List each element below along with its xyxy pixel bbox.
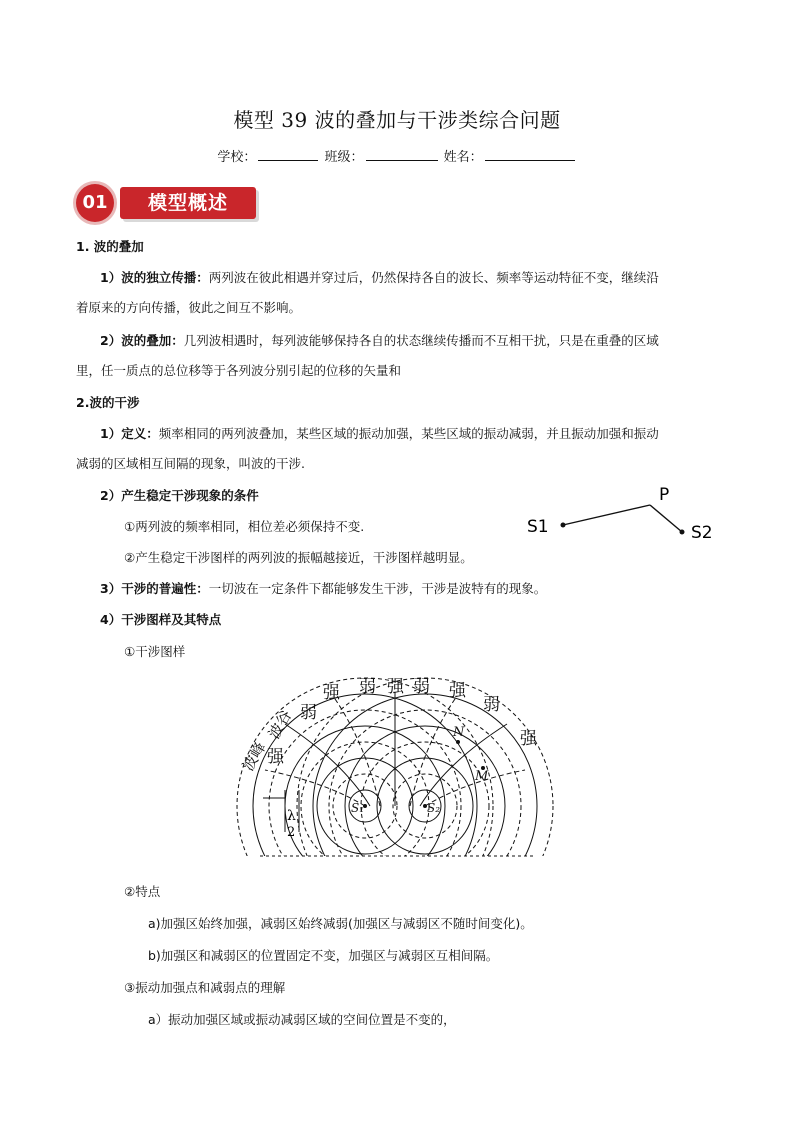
class-label: 班级： xyxy=(324,150,364,165)
paragraph-continuation: 里，任一质点的总位移等于各列波分别引起的位移的矢量和 xyxy=(76,363,402,378)
top-label: 弱 xyxy=(483,695,500,715)
paragraph-continuation: 着原来的方向传播，彼此之间互不影响。 xyxy=(76,300,302,315)
feature-a: a)加强区始终加强，减弱区始终减弱(加强区与减弱区不随时间变化)。 xyxy=(148,916,533,931)
top-label: 强 xyxy=(323,683,340,703)
path-difference-figure xyxy=(525,480,725,550)
section-label: 模型概述 xyxy=(120,187,256,219)
lambda-label: λ xyxy=(287,808,296,824)
heading-conditions: 2）产生稳定干涉现象的条件 xyxy=(100,488,259,503)
name-label: 姓名： xyxy=(443,150,483,165)
point-n-label: N xyxy=(453,725,465,740)
heading-superposition: 1. 波的叠加 xyxy=(76,239,144,254)
condition-2: ②产生稳定干涉图样的两列波的振幅越接近，干涉图样越明显。 xyxy=(124,550,473,565)
condition-1: ①两列波的频率相同，相位差必须保持不变. xyxy=(124,519,365,534)
paragraph-universality xyxy=(100,573,546,605)
paragraph-text: 一切波在一定条件下都能够发生干涉，干涉是波特有的现象。 xyxy=(208,581,547,596)
source-s2-label: S₂ xyxy=(427,801,441,815)
left-label: 波峰 xyxy=(238,739,270,774)
understanding-a: a）振动加强区域或振动减弱区域的空间位置是不变的， xyxy=(148,1012,456,1027)
term-label: 1）波的独立传播： xyxy=(100,270,209,285)
top-label: 强 xyxy=(449,681,466,701)
paragraph-text: 几列波相遇时，每列波能够保持各自的状态继续传播而不互相干扰，只是在重叠的区域 xyxy=(183,333,659,348)
understanding-caption: ③振动加强点和减弱点的理解 xyxy=(124,980,286,995)
term-label: 1）定义： xyxy=(100,426,159,441)
lambda-denominator: 2 xyxy=(287,825,296,840)
p-label: P xyxy=(659,485,670,505)
school-blank xyxy=(258,149,318,161)
right-label: 强 xyxy=(520,729,537,749)
class-blank xyxy=(366,149,438,161)
top-label: 强 xyxy=(387,677,404,697)
term-label: 2）波的叠加： xyxy=(100,333,184,348)
student-info-line xyxy=(0,146,794,165)
section-number-badge: 01 xyxy=(76,184,114,222)
top-label: 弱 xyxy=(359,677,376,697)
point-m-label: M xyxy=(475,769,489,784)
s2-label: S2 xyxy=(691,523,713,543)
s1-label: S1 xyxy=(527,517,549,537)
heading-interference: 2.波的干涉 xyxy=(76,395,140,410)
interference-pattern-figure xyxy=(225,672,555,860)
pattern-caption: ①干涉图样 xyxy=(124,644,186,659)
features-caption: ②特点 xyxy=(124,884,161,899)
left-label: 强 xyxy=(267,747,284,767)
paragraph-continuation: 减弱的区域相互间隔的现象，叫波的干涉. xyxy=(76,456,305,471)
source-s2-wavefronts xyxy=(297,678,553,860)
source-s1-label: S₁ xyxy=(351,801,365,815)
term-label: 3）干涉的普遍性： xyxy=(100,581,209,596)
paragraph-text: 两列波在彼此相遇并穿过后，仍然保持各自的波长、频率等运动特征不变，继续沿 xyxy=(208,270,659,285)
paragraph-definition xyxy=(100,418,730,450)
school-label: 学校： xyxy=(217,150,257,165)
page-title: 模型 39 波的叠加与干涉类综合问题 xyxy=(233,108,561,132)
feature-b: b)加强区和减弱区的位置固定不变，加强区与减弱区互相间隔。 xyxy=(148,948,499,963)
paragraph-independent-propagation xyxy=(100,262,730,294)
name-blank xyxy=(485,149,575,161)
source-s1-wavefronts xyxy=(237,678,493,860)
section-banner xyxy=(76,183,256,223)
paragraph-superposition xyxy=(100,325,730,357)
left-label: 弱 xyxy=(300,703,317,723)
paragraph-text: 频率相同的两列波叠加，某些区域的振动加强，某些区域的振动减弱，并且振动加强和振动 xyxy=(158,426,659,441)
left-label: 波谷 xyxy=(264,707,296,742)
heading-pattern: 4）干涉图样及其特点 xyxy=(100,612,222,627)
top-label: 弱 xyxy=(413,677,430,697)
